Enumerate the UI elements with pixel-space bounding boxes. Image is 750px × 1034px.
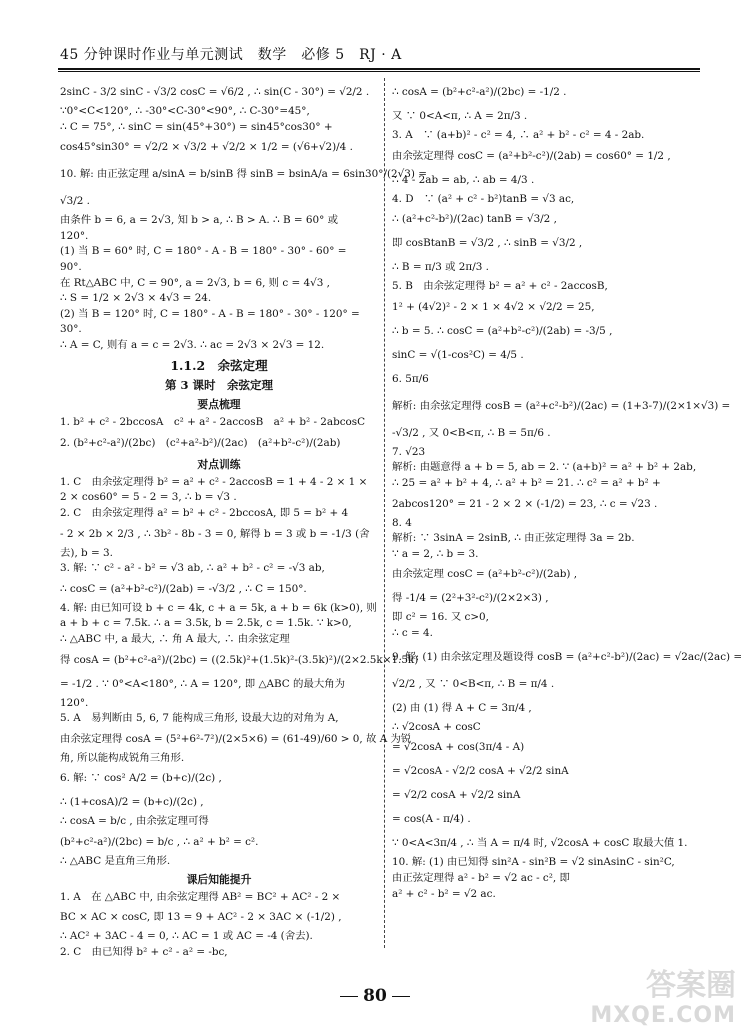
answer-line: ∴ △ABC 中, a 最大, ∴ 角 A 最大, ∴ 由余弦定理 — [60, 632, 290, 645]
answer-line: 1. C 由余弦定理得 b² = a² + c² - 2accosB = 1 + 4 - 2 × 1 × — [60, 475, 368, 488]
answer-line: 120°. — [60, 229, 89, 242]
answer-line: = √2cosA + cos(3π/4 - A) — [392, 741, 525, 754]
header-rule — [58, 68, 700, 70]
answer-line: ∵0°<C<120°, ∴ -30°<C-30°<90°, ∴ C-30°=45°, — [60, 105, 310, 117]
answer-line: 2. (b²+c²-a²)/(2bc) (c²+a²-b²)/(2ac) (a²+b²-c²)/(2ab) — [60, 436, 341, 449]
answer-line: ∴ √2cosA + cosC — [392, 720, 481, 733]
answer-line: √3/2 . — [60, 195, 90, 208]
answer-line: 90°. — [60, 261, 82, 274]
right-column — [392, 80, 743, 902]
page-number: 80 — [330, 986, 420, 1006]
watermark-bottom-text: MXQE.COM — [590, 1003, 736, 1028]
answer-line: ∴ cosC = (a²+b²-c²)/(2ab) = -√3/2 , ∴ C = 150°. — [60, 582, 307, 595]
answer-line: ∴ 25 = a² + b² + 4, ∴ a² + b² = 21. ∴ c² = a² + b² + — [392, 477, 661, 490]
answer-line: a² + c² - b² = √2 ac. — [392, 887, 496, 900]
answer-line: ∴ 4 - 2ab = ab, ∴ ab = 4/3 . — [392, 173, 535, 186]
answer-line: 解析: 由余弦定理得 cosB = (a²+c²-b²)/(2ac) = (1+3-7)/(2×1×√3) = — [392, 399, 731, 412]
answer-line: 由余弦定理得 cosA = (5²+6²-7²)/(2×5×6) = (61-49)/60 > 0, 故 A 为锐 — [60, 732, 412, 745]
answer-line: -√3/2 , 又 0<B<π, ∴ B = 5π/6 . — [392, 426, 551, 439]
watermark-top-text: 答案圈 — [646, 968, 736, 1003]
extension-title: 课后知能提升 — [186, 872, 252, 886]
answer-line: 4. D ∵ (a² + c² - b²)tanB = √3 ac, — [392, 192, 575, 205]
answer-line: 去), b = 3. — [60, 546, 113, 559]
training-title: 对点训练 — [197, 457, 241, 471]
answer-line: ∵ 0<A<3π/4 , ∴ 当 A = π/4 时, √2cosA + cosC 取最大值 1. — [392, 837, 688, 850]
answer-line: ∴ △ABC 是直角三角形. — [60, 855, 171, 867]
answer-line: - 2 × 2b × 2/3 , ∴ 3b² - 8b - 3 = 0, 解得 b = 3 或 b = -1/3 (舍 — [60, 527, 370, 540]
answer-line: (1) 当 B = 60° 时, C = 180° - A - B = 180° - 30° - 60° = — [60, 245, 347, 258]
answer-line: 6. 解: ∵ cos² A/2 = (b+c)/(2c) , — [60, 772, 222, 785]
answer-line: ∴ cosA = (b²+c²-a²)/(2bc) = -1/2 . — [392, 86, 567, 98]
answer-line: 3. 解: ∵ c² - a² - b² = √3 ab, ∴ a² + b² - c² = -√3 ab, — [60, 562, 325, 575]
answer-line: cos45°sin30° = √2/2 × √3/2 + √2/2 × 1/2 = (√6+√2)/4 . — [60, 141, 353, 154]
answer-line: 角, 所以能构成锐角三角形. — [60, 751, 185, 764]
answer-line: 由条件 b = 6, a = 2√3, 知 b > a, ∴ B > A. ∴ B = 60° 或 — [60, 214, 339, 227]
section-title: 1.1.2 余弦定理 — [170, 357, 268, 373]
answer-line: 解析: ∵ 3sinA = 2sinB, ∴ 由正弦定理得 3a = 2b. — [392, 532, 635, 545]
answer-line: 2 × cos60° = 5 - 2 = 3, ∴ b = √3 . — [60, 491, 237, 504]
answer-line: 得 -1/4 = (2²+3²-c²)/(2×2×3) , — [392, 592, 549, 605]
answer-line: 在 Rt△ABC 中, C = 90°, a = 2√3, b = 6, 则 c = 4√3 , — [60, 276, 330, 289]
answer-line: 5. B 由余弦定理得 b² = a² + c² - 2accosB, — [392, 280, 608, 293]
answer-line: ∴ A = C, 则有 a = c = 2√3. ∴ ac = 2√3 × 2√3 = 12. — [60, 339, 325, 352]
answer-line: ∴ (a²+c²-b²)/(2ac) tanB = √3/2 , — [392, 213, 557, 226]
answer-line: = √2cosA - √2/2 cosA + √2/2 sinA — [392, 765, 569, 778]
answer-line: ∵ a = 2, ∴ b = 3. — [392, 547, 479, 560]
answer-line: ∴ (1+cosA)/2 = (b+c)/(2c) , — [60, 796, 204, 809]
answer-line: ∴ C = 75°, ∴ sinC = sin(45°+30°) = sin45°cos30° + — [60, 120, 333, 133]
answer-line: 10. 解: (1) 由已知得 sin²A - sin²B = √2 sinAsinC - sin²C, — [392, 856, 675, 869]
answer-line: sinC = √(1-cos²C) = 4/5 . — [392, 348, 524, 361]
answer-line: ∴ c = 4. — [392, 627, 433, 640]
answer-line: 1. A 在 △ABC 中, 由余弦定理得 AB² = BC² + AC² - 2 × — [60, 890, 341, 903]
answer-line: 由余弦定理 cosC = (a²+b²-c²)/(2ab) , — [392, 568, 578, 581]
answer-line: ∴ cosA = b/c , 由余弦定理可得 — [60, 815, 209, 828]
answer-line: ∴ S = 1/2 × 2√3 × 4√3 = 24. — [60, 292, 212, 305]
answer-line: 8. 4 — [392, 516, 412, 529]
answer-line: 即 cosBtanB = √3/2 , ∴ sinB = √3/2 , — [392, 237, 583, 250]
page-header: 45 分钟课时作业与单元测试 数学 必修 5 RJ · A — [60, 47, 402, 63]
answer-line: 7. √23 — [392, 445, 426, 458]
answer-line: 得 cosA = (b²+c²-a²)/(2bc) = ((2.5k)²+(1.5k)²-(3.5k)²)/(2×2.5k×1.5k) — [60, 653, 419, 666]
answer-line: 5. A 易判断由 5, 6, 7 能构成三角形, 设最大边的对角为 A, — [60, 712, 339, 725]
key-points-title: 要点梳理 — [197, 397, 241, 411]
answer-line: BC × AC × cosC, 即 13 = 9 + AC² - 2 × 3AC × (-1/2) , — [60, 911, 342, 924]
lesson-title: 第 3 课时 余弦定理 — [164, 378, 273, 393]
answer-line: 9. 解: (1) 由余弦定理及题设得 cosB = (a²+c²-b²)/(2ac) = √2ac/(2ac) = — [392, 650, 743, 663]
answer-line: 2. C 由余弦定理得 a² = b² + c² - 2bccosA, 即 5 = b² + 4 — [60, 506, 349, 519]
answer-line: 30°. — [60, 323, 82, 336]
answer-line: ∴ b = 5. ∴ cosC = (a²+b²-c²)/(2ab) = -3/5 , — [392, 324, 613, 337]
answer-line: a + b + c = 7.5k. ∴ a = 3.5k, b = 2.5k, c = 1.5k. ∵ k>0, — [60, 617, 352, 630]
answer-line: 即 c² = 16. 又 c>0, — [392, 611, 489, 624]
answer-line: = √2/2 cosA + √2/2 sinA — [392, 789, 521, 802]
answer-line: (b²+c²-a²)/(2bc) = b/c , ∴ a² + b² = c². — [60, 836, 259, 848]
answer-line: 120°. — [60, 696, 89, 709]
answer-line: √2/2 , 又 ∵ 0<B<π, ∴ B = π/4 . — [392, 677, 555, 690]
watermark-logo — [560, 958, 740, 1030]
answer-line: 3. A ∵ (a+b)² - c² = 4, ∴ a² + b² - c² = 4 - 2ab. — [392, 129, 645, 141]
answer-line: 又 ∵ 0<A<π, ∴ A = 2π/3 . — [392, 110, 528, 122]
answer-line: 由正弦定理得 a² - b² = √2 ac - c², 即 — [392, 871, 570, 884]
answer-line: 1. b² + c² - 2bccosA c² + a² - 2accosB a² + b² - 2abcosC — [60, 415, 366, 428]
answer-line: (2) 由 (1) 得 A + C = 3π/4 , — [392, 701, 532, 714]
answer-line: 1² + (4√2)² - 2 × 1 × 4√2 × √2/2 = 25, — [392, 300, 595, 313]
answer-line: = -1/2 . ∵ 0°<A<180°, ∴ A = 120°, 即 △ABC 的最大角为 — [60, 677, 346, 690]
answer-line: 2sinC - 3/2 sinC - √3/2 cosC = √6/2 , ∴ sin(C - 30°) = √2/2 . — [60, 86, 370, 98]
answer-line: 10. 解: 由正弦定理 a/sinA = b/sinB 得 sinB = bsinA/a = 6sin30°/(2√3) = — [60, 168, 427, 181]
answer-line: (2) 当 B = 120° 时, C = 180° - A - B = 180° - 30° - 120° = — [60, 307, 360, 320]
answer-line: ∴ AC² + 3AC - 4 = 0, ∴ AC = 1 或 AC = -4 (舍去). — [60, 930, 313, 943]
column-divider — [384, 78, 385, 948]
answer-line: 2. C 由已知得 b² + c² - a² = -bc, — [60, 946, 228, 959]
answer-line: ∴ B = π/3 或 2π/3 . — [392, 261, 489, 274]
header-rule-thin — [58, 71, 700, 72]
answer-line: 解析: 由题意得 a + b = 5, ab = 2. ∵ (a+b)² = a² + b² + 2ab, — [392, 461, 697, 474]
answer-line: = cos(A - π/4) . — [392, 813, 471, 826]
answer-line: 4. 解: 由已知可设 b + c = 4k, c + a = 5k, a + b = 6k (k>0), 则 — [60, 601, 377, 614]
answer-line: 由余弦定理得 cosC = (a²+b²-c²)/(2ab) = cos60° = 1/2 , — [392, 149, 671, 162]
answer-line: 2abcos120° = 21 - 2 × 2 × (-1/2) = 23, ∴ c = √23 . — [392, 497, 658, 510]
answer-line: 6. 5π/6 — [392, 372, 429, 385]
